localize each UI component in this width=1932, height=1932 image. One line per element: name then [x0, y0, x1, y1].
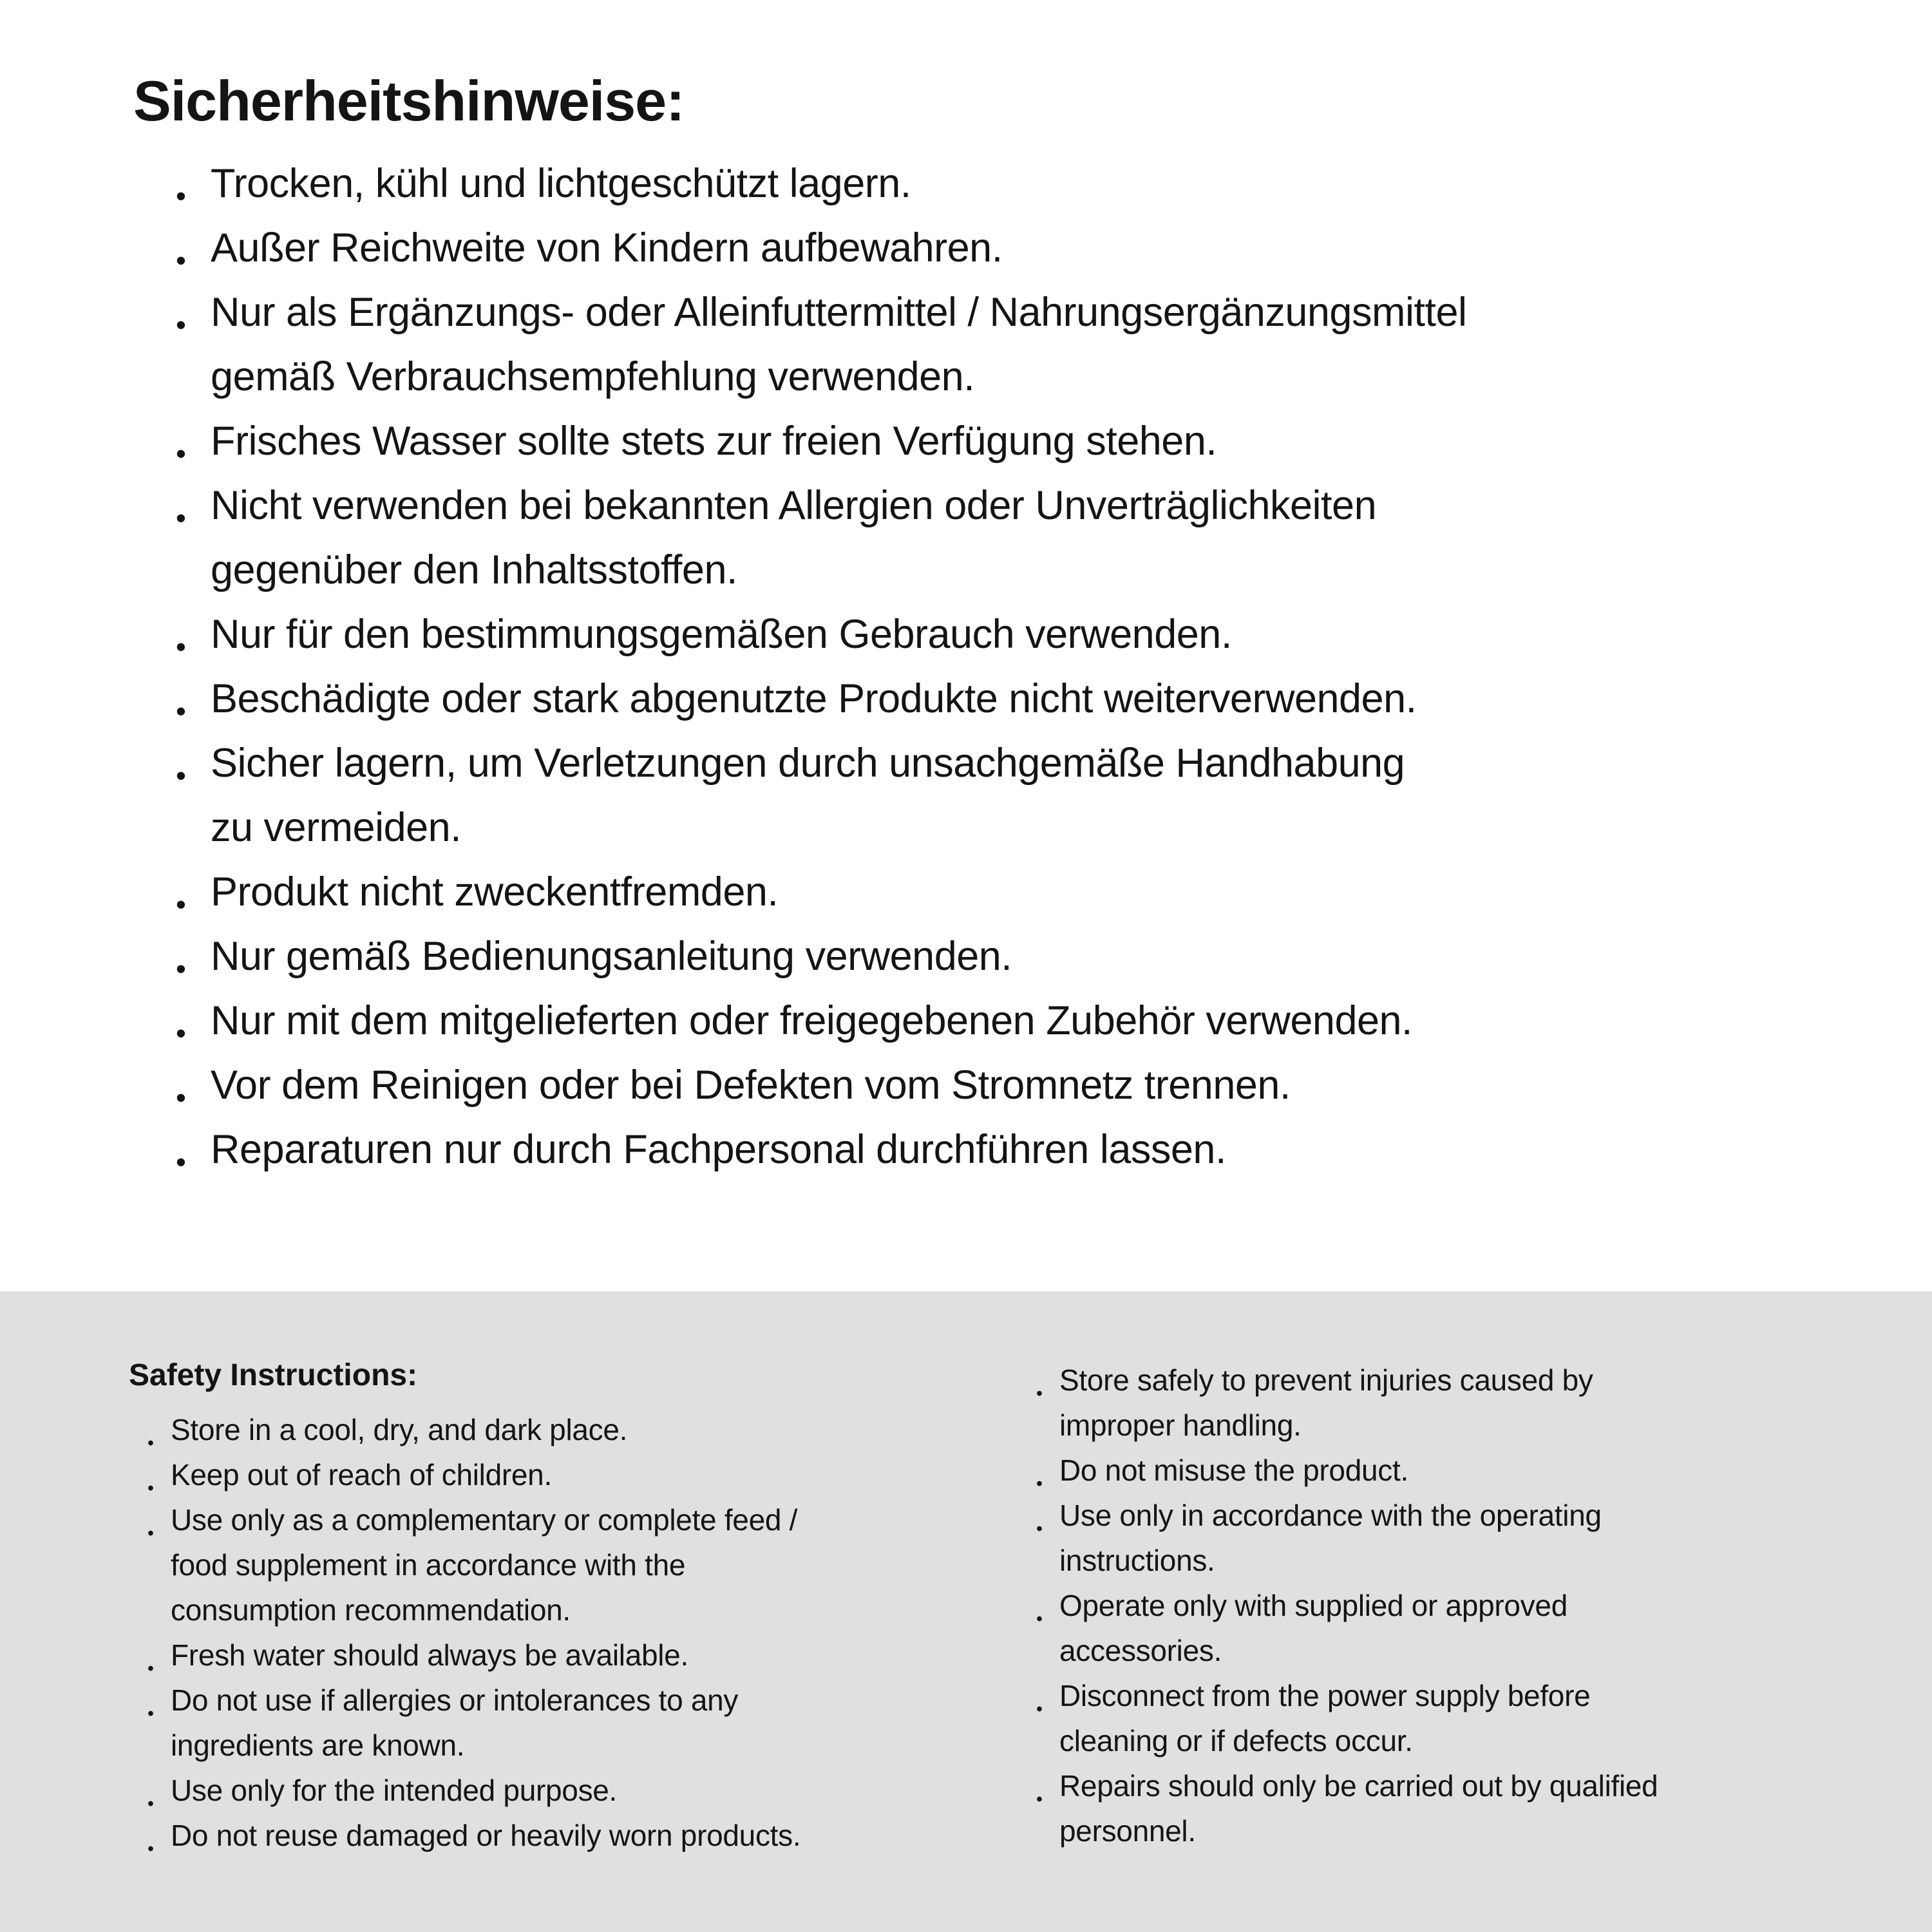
text-line: • Vor dem Reinigen oder bei Defekten vom Stromnetz trennen. [211, 1062, 1291, 1108]
text-line: • Disconnect from the power supply before [1059, 1679, 1591, 1712]
text-line: • Keep out of reach of children. [171, 1458, 552, 1492]
text-line: • Nur als Ergänzungs- oder Alleinfuttermittel / Nahrungsergänzungsmittel [211, 289, 1467, 335]
text-line: • Beschädigte oder stark abgenutzte Produkte nicht weiterverwenden. [211, 676, 1417, 721]
bullet-item [171, 1452, 992, 1497]
text-line: • Außer Reichweite von Kindern aufbewahren. [211, 225, 1003, 270]
bullet-item [211, 1117, 1835, 1182]
english-left-column [129, 1358, 992, 1858]
english-right-bullet-list [1018, 1358, 1887, 1853]
text-line: improper handling. [1059, 1408, 1302, 1442]
english-left-bullet-list [129, 1407, 992, 1858]
text-line: • Operate only with supplied or approved [1059, 1589, 1567, 1622]
bullet-item [1059, 1673, 1887, 1763]
text-line: personnel. [1059, 1814, 1196, 1848]
text-line: • Use only for the intended purpose. [171, 1774, 618, 1807]
bullet-item [211, 602, 1835, 667]
bullet-item [1059, 1358, 1887, 1448]
bullet-item [171, 1407, 992, 1452]
text-line: cleaning or if defects occur. [1059, 1724, 1413, 1757]
text-line: • Nur gemäß Bedienungsanleitung verwenden. [211, 933, 1012, 979]
bullet-item [211, 860, 1835, 924]
text-line: • Repairs should only be carried out by qualified [1059, 1769, 1658, 1803]
bullet-item [211, 216, 1835, 280]
text-line: accessories. [1059, 1634, 1222, 1667]
bullet-item [171, 1678, 992, 1768]
bullet-item [211, 924, 1835, 989]
bullet-item [211, 280, 1835, 409]
text-line: ingredients are known. [171, 1728, 465, 1762]
bullet-item [171, 1497, 992, 1633]
bullet-item [171, 1768, 992, 1813]
text-line: gemäß Verbrauchsempfehlung verwenden. [211, 354, 975, 399]
english-right-column [1018, 1358, 1887, 1853]
text-line: • Frisches Wasser sollte stets zur freien Verfügung stehen. [211, 418, 1217, 464]
text-line: • Sicher lagern, um Verletzungen durch unsachgemäße Handhabung [211, 740, 1405, 786]
text-line: • Fresh water should always be available. [171, 1638, 688, 1672]
text-line: • Do not reuse damaged or heavily worn products. [171, 1819, 801, 1852]
text-line: • Store safely to prevent injuries caused by [1059, 1363, 1593, 1397]
text-line: • Produkt nicht zweckentfremden. [211, 869, 779, 914]
english-section [0, 1291, 1932, 1932]
text-line: instructions. [1059, 1544, 1215, 1577]
bullet-item [211, 731, 1835, 860]
text-line: • Do not misuse the product. [1059, 1454, 1408, 1487]
bullet-item [1059, 1448, 1887, 1493]
bullet-item [171, 1813, 992, 1858]
english-section-title: Safety Instructions: [129, 1358, 418, 1392]
text-line: zu vermeiden. [211, 804, 462, 850]
german-bullet-list [133, 151, 1835, 1182]
text-line: • Reparaturen nur durch Fachpersonal durchführen lassen. [211, 1126, 1226, 1172]
text-line: • Nur für den bestimmungsgemäßen Gebrauch verwenden. [211, 611, 1232, 657]
bullet-item [211, 409, 1835, 473]
bullet-item [1059, 1493, 1887, 1583]
text-line: • Nur mit dem mitgelieferten oder freigegebenen Zubehör verwenden. [211, 998, 1413, 1043]
text-line: • Trocken, kühl und lichtgeschützt lagern. [211, 160, 911, 206]
bullet-item [211, 667, 1835, 731]
text-line: • Use only as a complementary or complete feed / [171, 1503, 798, 1537]
text-line: • Nicht verwenden bei bekannten Allergien oder Unverträglichkeiten [211, 482, 1377, 528]
text-line: • Store in a cool, dry, and dark place. [171, 1413, 628, 1446]
bullet-item [1059, 1763, 1887, 1853]
text-line: • Use only in accordance with the operating [1059, 1499, 1602, 1532]
bullet-item [171, 1633, 992, 1678]
bullet-item [211, 473, 1835, 602]
text-line: food supplement in accordance with the [171, 1548, 686, 1582]
bullet-item [1059, 1583, 1887, 1673]
text-line: gegenüber den Inhaltsstoffen. [211, 547, 738, 592]
text-line: consumption recommendation. [171, 1593, 571, 1627]
bullet-item [211, 989, 1835, 1053]
bullet-item [211, 1053, 1835, 1117]
bullet-item [211, 151, 1835, 216]
text-line: • Do not use if allergies or intolerances to any [171, 1683, 739, 1717]
german-section-title: Sicherheitshinweise: [133, 69, 685, 133]
